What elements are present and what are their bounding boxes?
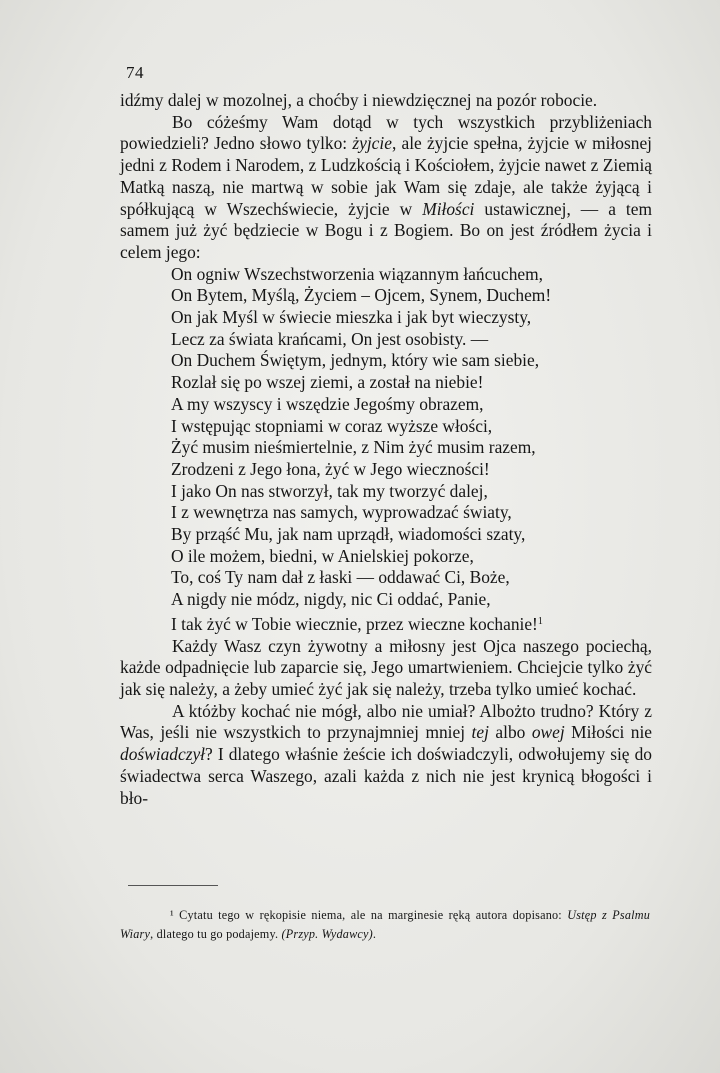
verse-line: On jak Myśl w świecie mieszka i jak byt wieczysty,: [171, 307, 532, 328]
text-run: Miłości nie: [564, 722, 652, 743]
text-run: Bo cóżeśmy Wam dotąd w tych wszystkich przybliżeniach powiedzieli? Jedno słowo tylko:: [120, 111, 652, 154]
footnote-reference: 1: [537, 615, 543, 627]
paragraph-4: [120, 701, 652, 810]
verse-line: A nigdy nie módz, nigdy, nic Ci oddać, Panie,: [171, 589, 491, 610]
italic-run: owej: [531, 722, 565, 743]
italic-run: Ustęp z Psalmu Wiary: [120, 908, 650, 941]
verse-line: I jako On nas stworzył, tak my tworzyć dalej,: [171, 480, 488, 501]
page-number: 74: [126, 63, 144, 82]
verse-text: I tak żyć w Tobie wiecznie, przez wieczne kochanie!: [171, 613, 538, 634]
verse-line: Rozlał się po wszej ziemi, a został na niebie!: [171, 372, 484, 393]
italic-run: Miłości: [422, 198, 475, 219]
text-run: , ale żyjcie spełna, żyjcie w miłosnej jedni z Rodem i Narodem, z Ludzkością i Kościołem, żyjcie nawet z Ziemią Matką naszą, nie martwą w sobie jak Wam się zdaje, ale także żyjącą i spółkującą w Wszechświecie, żyjcie w: [120, 133, 652, 219]
verse-line: O ile możem, biedni, w Anielskiej pokorze,: [171, 545, 474, 566]
verse-line: By prząść Mu, jak nam uprządł, wiadomości szaty,: [171, 524, 526, 545]
text-run: .: [372, 926, 377, 941]
verse-line: [171, 611, 652, 636]
verse-line: On ogniw Wszechstworzenia wiązannym łańcuchem,: [171, 263, 543, 284]
paragraph-1: idźmy dalej w mozolnej, a choćby i niewdzięcznej na pozór robocie.: [120, 90, 598, 110]
verse-line: Zrodzeni z Jego łona, żyć w Jego wieczności!: [171, 458, 490, 479]
verse-line: On Duchem Świętym, jednym, który wie sam siebie,: [171, 350, 540, 371]
verse-line: Żyć musim nieśmiertelnie, z Nim żyć musim razem,: [171, 437, 536, 458]
paragraph-2: [120, 112, 652, 264]
verse-line: I wstępując stopniami w coraz wyższe włości,: [171, 415, 493, 436]
text-run: A któżby kochać nie mógł, albo nie umiał? Albożto trudno? Który z Was, jeśli nie wszystkich to przynajmniej mniej: [120, 700, 652, 743]
verse-line: On Bytem, Myślą, Życiem – Ojcem, Synem, Duchem!: [171, 285, 552, 306]
text-run: ustawicznej, — a tem samem już żyć będziecie w Bogu i z Bogiem. Bo on jest źródłem życia i celem jego:: [120, 198, 652, 262]
paragraph-3: Każdy Wasz czyn żywotny a miłosny jest Ojca naszego pociechą, każde odpadnięcie lub zaparcie się, Jego umartwieniem. Chciejcie tylko żyć jak się należy, a żeby umieć żyć jak się należy, trzeba tylko umieć kochać.: [120, 635, 652, 699]
italic-run: żyjcie: [352, 133, 392, 154]
italic-run: doświadczył: [120, 744, 206, 765]
italic-run: (Przyp. Wydawcy): [281, 926, 373, 941]
text-run: albo: [488, 722, 532, 743]
verse-line: To, coś Ty nam dał z łaski — oddawać Ci, Boże,: [171, 567, 510, 588]
footnote-divider: [128, 885, 218, 886]
verse-line: A my wszyscy i wszędzie Jegośmy obrazem,: [171, 393, 484, 414]
italic-run: tej: [471, 722, 489, 743]
text-run: ¹ Cytatu tego w rękopisie niema, ale na marginesie ręką autora dopisano:: [170, 908, 568, 922]
text-run: , dlatego tu go podajemy.: [150, 926, 282, 941]
verse-line: I z wewnętrza nas samych, wyprowadzać światy,: [171, 502, 512, 523]
footnote: [120, 906, 650, 943]
poem-verse: [120, 264, 652, 636]
text-run: ? I dlatego właśnie żeście ich doświadczyli, odwołujemy się do świadectwa serca Waszego, azali każda z nich nie jest krynicą błogości i bło-: [120, 744, 652, 808]
body-text: [120, 90, 652, 809]
verse-line: Lecz za świata krańcami, On jest osobisty. —: [171, 328, 489, 349]
